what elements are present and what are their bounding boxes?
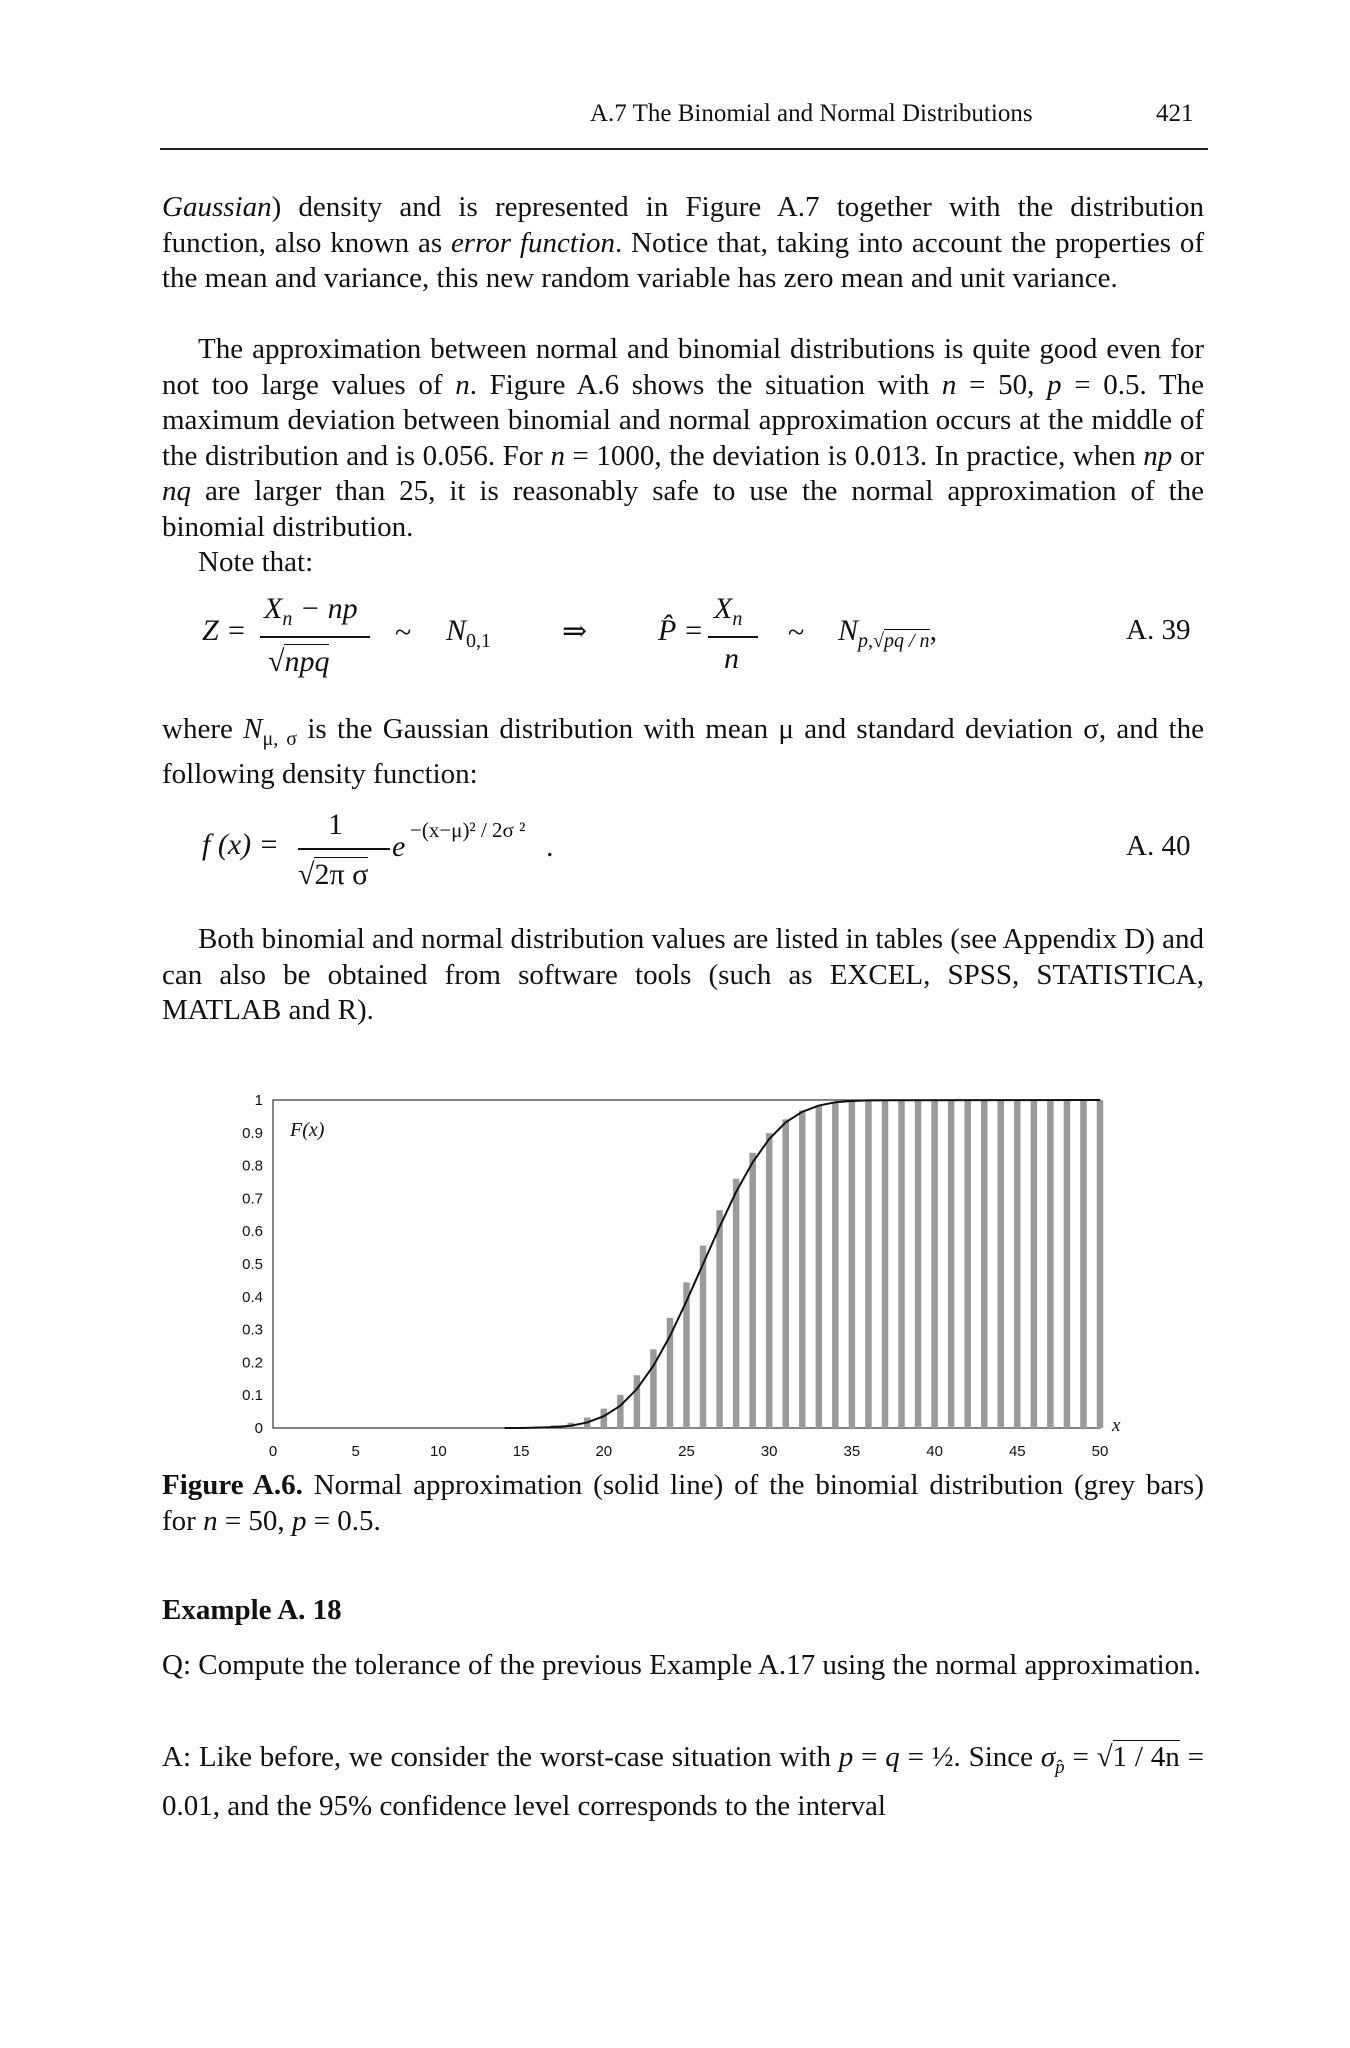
note-that: Note that:: [198, 546, 314, 578]
chart-bar: [1064, 1100, 1071, 1428]
chart-x-tick-label: 35: [843, 1443, 861, 1460]
page-number: 421: [1156, 100, 1194, 127]
chart-x-tick-label: 15: [512, 1443, 530, 1460]
chart-bar: [1014, 1100, 1021, 1428]
chart-bar: [1031, 1100, 1038, 1428]
chart-bar: [816, 1105, 823, 1428]
figure-caption: Figure A.6. Normal approximation (solid line) of the binomial distribution (grey bars) for n = 50, p = 0.5.: [162, 1469, 1204, 1537]
eq40-lhs: f (x) =: [202, 828, 279, 861]
chart-bar: [915, 1100, 922, 1428]
eq39-z-den: √npq: [268, 645, 330, 678]
p2-t1: The approximation between normal and binomial distributions is quite good even for not too large values of: [162, 333, 1204, 401]
eq39-p-num: $X_n$: [714, 592, 743, 630]
chart-y-tick-label: 0.8: [242, 1157, 263, 1175]
chart-bar: [782, 1119, 789, 1428]
p1-text-a: ) density and is represented in Figure A.7 together with the distribution function, also known as: [162, 191, 1204, 259]
eq40-fraction-bar: [298, 848, 390, 850]
chart-bar: [931, 1100, 938, 1428]
chart-x-tick-label: 50: [1091, 1443, 1109, 1460]
chart-x-tick-label: 5: [351, 1443, 360, 1460]
chart-bar: [981, 1100, 988, 1428]
error-function-term: error function: [450, 226, 615, 259]
paragraph-3: where $N_{\mu, \sigma}$ is the Gaussian distribution with mean μ and standard deviation σ, and the following density function:: [162, 713, 1204, 791]
chart-bar: [1080, 1100, 1087, 1428]
p2-t7: are larger than 25, it is reasonably safe to use the normal approximation of the binomial distribution.: [162, 475, 1204, 543]
eq39-p-fraction-bar: [708, 636, 758, 638]
chart-bar: [1097, 1100, 1104, 1428]
eq39-tilde-2: ~: [788, 616, 805, 649]
chart-bar: [700, 1246, 707, 1428]
eq40-exponent: −(x−μ)² / 2σ ²: [410, 818, 526, 842]
chart-bar: [948, 1100, 955, 1428]
eq39-n01: $N_{0,1}$: [446, 614, 492, 652]
p2-n2: n: [941, 368, 957, 401]
p2-t3: = 50,: [956, 368, 1048, 401]
p2-np: np: [1143, 439, 1173, 472]
paragraph-1: [162, 190, 1204, 297]
p2-p1: p: [1047, 368, 1062, 401]
chart-bar: [964, 1100, 971, 1428]
p2-n1: n: [455, 368, 470, 401]
example-answer: A: Like before, we consider the worst-case situation with p = q = ½. Since $\sigma_{p̂} = √1 / 4n = 0.01$, and the 95% confidence level corresponds to the interval: [162, 1741, 1204, 1822]
chart-y-tick-label: 1: [254, 1092, 263, 1109]
chart-bar: [849, 1101, 856, 1428]
p2-t4: = 0.5. The maximum deviation between binomial and normal approximation occurs at the middle of the distribution and is 0.056. For: [162, 368, 1205, 472]
chart-bar: [832, 1103, 839, 1428]
running-head: A.7 The Binomial and Normal Distributions: [590, 100, 1033, 127]
chart-x-axis-label: x: [1112, 1415, 1121, 1436]
chart-y-tick-label: 0.5: [242, 1256, 263, 1273]
eq40-denominator: √2π σ: [298, 858, 369, 891]
p1-text-b: . Notice that, taking into account the properties of the mean and variance, this new random variable has zero mean and unit variance.: [162, 226, 1204, 294]
chart-y-tick-label: 0.2: [242, 1354, 263, 1372]
chart-bar: [716, 1210, 723, 1428]
chart-y-tick-label: 0.1: [242, 1387, 263, 1405]
gaussian-term: Gaussian: [162, 191, 272, 223]
chart-bar: [634, 1375, 641, 1428]
eq39-z-fraction-bar: [260, 636, 370, 638]
chart-y-tick-label: 0: [254, 1420, 263, 1437]
eq39-p-den: n: [724, 642, 739, 675]
example-title: Example A. 18: [162, 1594, 342, 1626]
chart-annotation: F(x): [290, 1119, 325, 1141]
paragraph-2: [162, 332, 1204, 581]
chart-bar: [898, 1100, 905, 1428]
caption-label: Figure A.6.: [162, 1469, 303, 1501]
chart-x-tick-label: 45: [1008, 1443, 1026, 1460]
chart-y-tick-label: 0.7: [242, 1190, 263, 1208]
chart-x-tick-label: 10: [430, 1443, 447, 1460]
eq39-z-num: $X_n$ − np: [264, 592, 358, 630]
chart-bar: [799, 1110, 806, 1428]
eq40-label: A. 40: [1126, 830, 1191, 862]
chart-y-tick-label: 0.3: [242, 1321, 263, 1339]
chart-x-tick-label: 40: [926, 1443, 943, 1460]
chart-bar: [766, 1133, 773, 1428]
chart-bar: [733, 1179, 740, 1428]
eq39-z-lhs: Z =: [202, 614, 247, 647]
chart-bar: [617, 1395, 624, 1428]
eq40-base: e: [392, 830, 406, 863]
chart-x-tick-label: 30: [760, 1443, 778, 1460]
eq40-numerator: 1: [328, 808, 343, 841]
eq39-implies: ⇒: [562, 615, 588, 648]
example-question: Q: Compute the tolerance of the previous Example A.17 using the normal approximation.: [162, 1649, 1201, 1681]
chart-bar: [882, 1100, 889, 1428]
p2-t2: . Figure A.6 shows the situation with: [469, 368, 942, 401]
chart-x-tick-label: 25: [678, 1443, 695, 1460]
chart-bar: [998, 1100, 1005, 1428]
chart-bar: [865, 1100, 872, 1428]
eq39-n-p: $N_{p,√pq / n}$,: [838, 614, 938, 652]
chart-figure-a6: [220, 1090, 1140, 1470]
p2-t5: = 1000, the deviation is 0.013. In practice, when: [564, 439, 1144, 472]
chart-y-tick-label: 0.4: [242, 1288, 263, 1306]
paragraph-4: Both binomial and normal distribution values are listed in tables (see Appendix D) and can also be obtained from software tools (such as EXCEL, SPSS, STATISTICA, MATLAB and R).: [162, 923, 1204, 1026]
chart-y-tick-label: 0.9: [242, 1124, 263, 1142]
chart-x-tick-label: 0: [268, 1443, 278, 1460]
chart-bar: [1047, 1100, 1054, 1428]
header-rule: [160, 148, 1208, 150]
eq40-period: .: [546, 830, 554, 863]
eq39-p-hat-lhs: P̂ =: [658, 614, 704, 647]
eq39-label: A. 39: [1126, 614, 1191, 646]
p2-n3: n: [550, 439, 565, 472]
chart-bar: [601, 1409, 608, 1428]
chart-y-tick-label: 0.6: [242, 1223, 263, 1241]
chart-bar: [749, 1153, 756, 1428]
chart-x-tick-label: 20: [595, 1443, 613, 1460]
p2-nq: nq: [162, 475, 191, 507]
eq39-tilde-1: ~: [395, 616, 412, 649]
p2-t6: or: [1172, 439, 1204, 472]
